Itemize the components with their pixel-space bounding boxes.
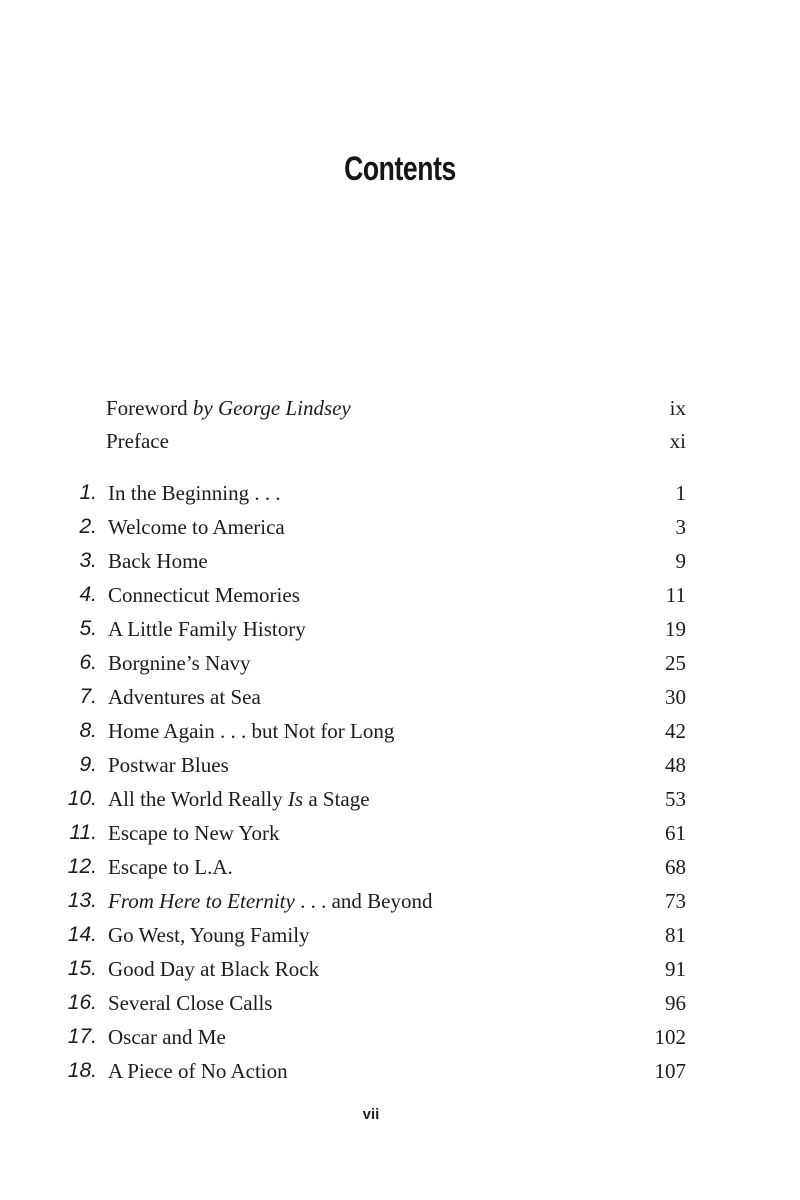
page-reference: 25: [665, 651, 686, 675]
toc-chapter-entry: [0, 923, 800, 957]
entry-title: [108, 923, 310, 948]
toc-chapter-entry: [0, 481, 800, 515]
entry-title-part: by George Lindsey: [192, 396, 351, 420]
entry-title: [108, 583, 300, 608]
chapter-number: 9.: [79, 753, 97, 776]
entry-title-part: Adventures at Sea: [108, 685, 261, 709]
entry-title-part: Welcome to America: [108, 515, 285, 539]
entry-title-part: Several Close Calls: [108, 991, 273, 1015]
entry-title-part: All the World Really: [108, 787, 288, 811]
chapter-number: 7.: [79, 685, 97, 708]
entry-title-part: Go West, Young Family: [108, 923, 310, 947]
page-reference: 3: [675, 515, 686, 539]
entry-title: [108, 1025, 226, 1050]
entry-title-part: A Piece of No Action: [108, 1059, 288, 1083]
entry-title: [108, 685, 261, 710]
entry-title-part: Is: [287, 787, 304, 811]
chapter-number: 11.: [69, 821, 97, 844]
chapter-number: 2.: [79, 515, 97, 538]
entry-title-part: Oscar and Me: [108, 1025, 226, 1049]
page-reference: 9: [675, 549, 686, 573]
toc-chapter-entry: [0, 889, 800, 923]
chapter-number: 4.: [79, 583, 97, 606]
page-reference: 42: [665, 719, 686, 743]
page-reference: 53: [665, 787, 686, 811]
entry-title: [108, 651, 251, 676]
chapter-number: 8.: [79, 719, 97, 742]
entry-title-part: Good Day at Black Rock: [108, 957, 320, 981]
toc-chapter-entry: [0, 617, 800, 651]
chapter-number: 10.: [67, 787, 97, 810]
chapter-number: 6.: [79, 651, 97, 674]
page-reference: 19: [665, 617, 686, 641]
page-reference: ix: [669, 396, 686, 420]
entry-title-part: Postwar Blues: [108, 753, 229, 777]
entry-title: [108, 787, 370, 812]
page-reference: 73: [665, 889, 686, 913]
page-reference: 48: [665, 753, 686, 777]
toc-chapter-entry: [0, 991, 800, 1025]
page-reference: 61: [665, 821, 686, 845]
entry-title: [108, 753, 229, 778]
chapter-number: 5.: [79, 617, 97, 640]
toc-chapter-entry: [0, 821, 800, 855]
entry-title-part: A Little Family History: [108, 617, 306, 641]
toc-chapter-entry: [0, 1059, 800, 1093]
chapter-number: 13.: [67, 889, 97, 912]
entry-title-part: a Stage: [303, 787, 370, 811]
page-reference: 96: [665, 991, 686, 1015]
toc-chapter-entry: [0, 719, 800, 753]
entry-title: [108, 889, 432, 914]
chapter-number: 18.: [67, 1059, 97, 1082]
entry-title-part: Connecticut Memories: [108, 583, 300, 607]
chapter-number: 16.: [67, 991, 97, 1014]
chapter-number: 12.: [67, 855, 97, 878]
toc-chapter-entry: [0, 685, 800, 719]
toc-chapter-entry: [0, 515, 800, 549]
page-reference: 1: [675, 481, 686, 505]
page-number: vii: [362, 1106, 380, 1123]
entry-title: [108, 991, 272, 1016]
entry-title: [108, 957, 319, 982]
toc-front-matter-entry: [0, 396, 800, 430]
entry-title-part: Back Home: [108, 549, 208, 573]
page-reference: 107: [654, 1059, 686, 1083]
page-reference: 81: [665, 923, 686, 947]
entry-title-part: Escape to New York: [108, 821, 280, 845]
toc-chapter-entry: [0, 1025, 800, 1059]
entry-title-part: In the Beginning . . .: [108, 481, 281, 505]
chapter-number: 1.: [79, 481, 97, 504]
toc-chapter-entry: [0, 787, 800, 821]
page-reference: 91: [665, 957, 686, 981]
entry-title: [108, 549, 208, 574]
entry-title: [108, 821, 279, 846]
chapter-number: 14.: [67, 923, 97, 946]
entry-title-part: Preface: [106, 429, 169, 453]
entry-title: [108, 617, 306, 642]
entry-title: [106, 396, 351, 421]
entry-title: [106, 429, 169, 454]
toc-chapter-entry: [0, 583, 800, 617]
page-reference: 30: [665, 685, 686, 709]
toc-front-matter-entry: [0, 429, 800, 463]
toc-chapter-entry: [0, 549, 800, 583]
toc-chapter-entry: [0, 651, 800, 685]
entry-title-part: Foreword: [106, 396, 193, 420]
page-reference: xi: [669, 429, 686, 453]
chapter-number: 3.: [79, 549, 97, 572]
entry-title-part: . . . and Beyond: [294, 889, 433, 913]
entry-title: [108, 515, 285, 540]
entry-title: [108, 855, 233, 880]
entry-title: [108, 719, 394, 744]
page-title: Contents: [344, 150, 456, 188]
chapter-number: 17.: [67, 1025, 97, 1048]
toc-chapter-entry: [0, 855, 800, 889]
entry-title: [108, 1059, 288, 1084]
entry-title: [108, 481, 281, 506]
entry-title-part: Borgnine’s Navy: [108, 651, 251, 675]
entry-title-part: From Here to Eternity: [108, 889, 295, 913]
page-reference: 68: [665, 855, 686, 879]
chapter-number: 15.: [67, 957, 97, 980]
page-reference: 11: [665, 583, 686, 607]
toc-chapter-entry: [0, 753, 800, 787]
toc-chapter-entry: [0, 957, 800, 991]
page-reference: 102: [654, 1025, 686, 1049]
entry-title-part: Home Again . . . but Not for Long: [108, 719, 395, 743]
entry-title-part: Escape to L.A.: [108, 855, 233, 879]
